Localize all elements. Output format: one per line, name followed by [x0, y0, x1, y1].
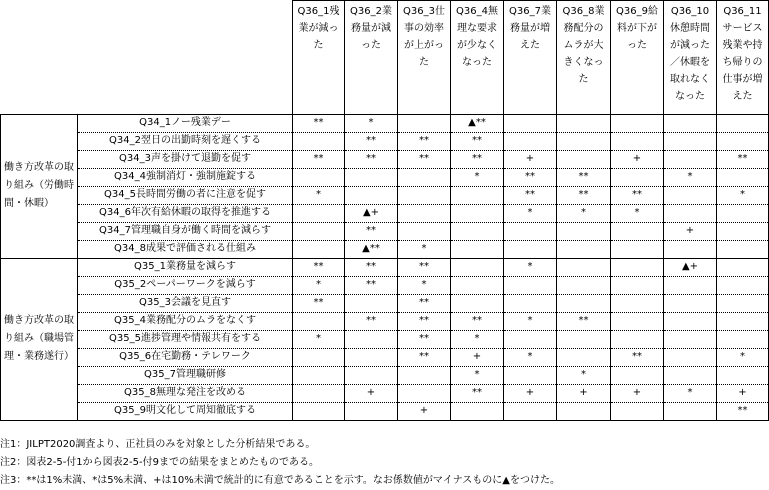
significance-cell: [717, 168, 769, 186]
significance-cell: ▲+: [345, 204, 398, 222]
significance-cell: **: [345, 150, 398, 168]
significance-cell: **: [717, 402, 769, 420]
column-header: Q36_1残業が減った: [293, 1, 345, 115]
table-row: [1, 132, 769, 150]
row-label: Q35_4業務配分のムラをなくす: [78, 312, 293, 330]
significance-cell: [504, 402, 557, 420]
significance-cell: *: [504, 258, 557, 276]
significance-cell: [451, 186, 504, 204]
column-header: Q36_11サービス残業や持ち帰りの仕事が増えた: [717, 1, 769, 115]
significance-cell: +: [611, 384, 664, 402]
significance-cell: **: [345, 258, 398, 276]
table-row: [1, 312, 769, 330]
significance-cell: [557, 240, 611, 258]
significance-cell: [717, 222, 769, 240]
significance-cell: **: [611, 186, 664, 204]
significance-cell: *: [664, 384, 717, 402]
significance-cell: [557, 150, 611, 168]
table-row: [1, 402, 769, 420]
significance-cell: +: [664, 222, 717, 240]
significance-cell: [557, 258, 611, 276]
column-header: Q36_10休憩時間が減った／休暇を取れなくなった: [664, 1, 717, 115]
table-row: [1, 276, 769, 294]
significance-cell: [345, 366, 398, 384]
table-row: [1, 366, 769, 384]
significance-cell: [398, 186, 451, 204]
significance-cell: **: [398, 312, 451, 330]
significance-cell: [398, 222, 451, 240]
header-row: [1, 1, 769, 115]
significance-cell: [451, 276, 504, 294]
significance-cell: [398, 204, 451, 222]
significance-cell: *: [504, 312, 557, 330]
significance-cell: [504, 294, 557, 312]
significance-cell: [611, 402, 664, 420]
significance-cell: [717, 294, 769, 312]
significance-cell: [293, 312, 345, 330]
significance-cell: [557, 402, 611, 420]
significance-cell: [664, 366, 717, 384]
significance-cell: [611, 312, 664, 330]
significance-cell: **: [504, 186, 557, 204]
significance-cell: [451, 240, 504, 258]
significance-cell: **: [398, 258, 451, 276]
significance-cell: [504, 276, 557, 294]
significance-cell: [717, 366, 769, 384]
significance-cell: [398, 366, 451, 384]
significance-cell: [717, 132, 769, 150]
significance-cell: [345, 402, 398, 420]
significance-cell: ▲+: [664, 258, 717, 276]
significance-cell: [345, 168, 398, 186]
significance-cell: [664, 330, 717, 348]
table-row: [1, 330, 769, 348]
significance-cell: *: [293, 330, 345, 348]
significance-cell: [557, 132, 611, 150]
significance-cell: *: [611, 204, 664, 222]
row-label: Q35_6在宅勤務・テレワーク: [78, 348, 293, 366]
significance-cell: [664, 294, 717, 312]
significance-cell: [345, 294, 398, 312]
column-header: Q36_9給料が下がった: [611, 1, 664, 115]
significance-cell: [293, 240, 345, 258]
significance-cell: [717, 204, 769, 222]
significance-cell: [557, 114, 611, 132]
significance-cell: [664, 312, 717, 330]
column-header: Q36_8業務配分のムラが大きくなった: [557, 1, 611, 115]
significance-cell: **: [611, 348, 664, 366]
significance-cell: [293, 132, 345, 150]
significance-cell: [504, 222, 557, 240]
significance-cell: [293, 366, 345, 384]
row-label: Q34_4強制消灯・強制施錠する: [78, 168, 293, 186]
significance-cell: [611, 222, 664, 240]
significance-cell: [611, 132, 664, 150]
significance-cell: [345, 330, 398, 348]
significance-cell: *: [717, 348, 769, 366]
significance-cell: [398, 168, 451, 186]
significance-cell: [611, 294, 664, 312]
significance-cell: ▲**: [345, 240, 398, 258]
row-label: Q34_8成果で評価される仕組み: [78, 240, 293, 258]
significance-cell: +: [504, 384, 557, 402]
significance-cell: **: [398, 330, 451, 348]
significance-cell: [717, 312, 769, 330]
significance-cell: +: [504, 150, 557, 168]
significance-cell: [664, 204, 717, 222]
significance-cell: [504, 330, 557, 348]
row-label: Q34_3声を掛けて退勤を促す: [78, 150, 293, 168]
row-label: Q35_5進捗管理や情報共有をする: [78, 330, 293, 348]
table-row: [1, 384, 769, 402]
significance-cell: **: [293, 258, 345, 276]
footnotes: [0, 436, 560, 490]
significance-cell: [611, 366, 664, 384]
row-label: Q35_1業務量を減らす: [78, 258, 293, 276]
significance-cell: **: [398, 348, 451, 366]
significance-cell: *: [557, 366, 611, 384]
significance-cell: [504, 366, 557, 384]
footnote: 注2：図表2-5-付1から図表2-5-付9までの結果をまとめたものである。: [0, 457, 319, 468]
table-row: [1, 240, 769, 258]
significance-cell: **: [398, 150, 451, 168]
significance-cell: **: [345, 132, 398, 150]
significance-cell: [345, 348, 398, 366]
significance-cell: [611, 240, 664, 258]
significance-cell: [664, 186, 717, 204]
significance-cell: [664, 348, 717, 366]
significance-cell: +: [557, 384, 611, 402]
table-row: [1, 186, 769, 204]
significance-cell: [664, 402, 717, 420]
row-label: Q34_5長時間労働の者に注意を促す: [78, 186, 293, 204]
significance-cell: *: [504, 348, 557, 366]
significance-cell: [451, 402, 504, 420]
significance-cell: *: [451, 330, 504, 348]
table-row: [1, 258, 769, 276]
column-header: Q36_7業務量が増えた: [504, 1, 557, 115]
significance-cell: [664, 276, 717, 294]
significance-cell: [611, 330, 664, 348]
significance-cell: *: [293, 186, 345, 204]
significance-cell: +: [398, 402, 451, 420]
significance-cell: [451, 294, 504, 312]
significance-cell: [557, 348, 611, 366]
significance-cell: [504, 132, 557, 150]
significance-cell: **: [717, 150, 769, 168]
significance-cell: [664, 114, 717, 132]
significance-cell: **: [398, 132, 451, 150]
significance-cell: **: [451, 312, 504, 330]
column-header: Q36_4無理な要求が少なくなった: [451, 1, 504, 115]
group-label: 働き方改革の取り組み（職場管理・業務遂行）: [1, 258, 78, 420]
row-label: Q34_1ノー残業デー: [78, 114, 293, 132]
table-row: [1, 294, 769, 312]
row-label: Q35_2ペーパーワークを減らす: [78, 276, 293, 294]
significance-cell: +: [451, 348, 504, 366]
significance-cell: **: [293, 114, 345, 132]
significance-cell: [611, 168, 664, 186]
column-header: Q36_3仕事の効率が上がった: [398, 1, 451, 115]
significance-cell: [611, 258, 664, 276]
table-row: [1, 348, 769, 366]
group-label: 働き方改革の取り組み（労働時間・休暇）: [1, 114, 78, 258]
row-label: Q35_7管理職研修: [78, 366, 293, 384]
significance-cell: [345, 186, 398, 204]
significance-cell: [664, 132, 717, 150]
table-row: [1, 222, 769, 240]
row-label: Q35_9明文化して周知徹底する: [78, 402, 293, 420]
significance-cell: **: [451, 150, 504, 168]
significance-cell: [664, 150, 717, 168]
significance-cell: +: [717, 384, 769, 402]
significance-cell: *: [664, 168, 717, 186]
significance-cell: [293, 402, 345, 420]
footnote: 注3：**は1%未満、*は5%未満、+は10%未満で統計的に有意であることを示す。なお係数値がマイナスものに▲をつけた。: [0, 475, 560, 486]
significance-cell: [504, 114, 557, 132]
significance-cell: *: [345, 114, 398, 132]
significance-cell: [398, 384, 451, 402]
significance-cell: [717, 114, 769, 132]
significance-cell: *: [451, 366, 504, 384]
significance-cell: **: [398, 294, 451, 312]
significance-cell: *: [398, 276, 451, 294]
significance-cell: [293, 348, 345, 366]
significance-cell: **: [345, 312, 398, 330]
significance-cell: [557, 330, 611, 348]
significance-cell: [398, 114, 451, 132]
significance-cell: ▲**: [451, 114, 504, 132]
table-row: [1, 168, 769, 186]
significance-cell: [557, 276, 611, 294]
significance-cell: **: [557, 186, 611, 204]
significance-cell: [717, 330, 769, 348]
row-label: Q35_3会議を見直す: [78, 294, 293, 312]
significance-cell: **: [557, 312, 611, 330]
significance-cell: **: [557, 168, 611, 186]
significance-cell: [293, 204, 345, 222]
significance-cell: *: [451, 168, 504, 186]
significance-cell: +: [345, 384, 398, 402]
table-row: [1, 114, 769, 132]
row-label: Q34_6年次有給休暇の取得を推進する: [78, 204, 293, 222]
table-row: [1, 150, 769, 168]
column-header: Q36_2業務量が減った: [345, 1, 398, 115]
significance-cell: [611, 276, 664, 294]
significance-cell: [611, 114, 664, 132]
table-row: [1, 204, 769, 222]
significance-cell: [293, 222, 345, 240]
significance-cell: **: [345, 276, 398, 294]
significance-cell: *: [398, 240, 451, 258]
significance-cell: [293, 384, 345, 402]
significance-cell: [717, 258, 769, 276]
significance-cell: [557, 294, 611, 312]
significance-cell: **: [451, 384, 504, 402]
significance-cell: [293, 168, 345, 186]
significance-cell: *: [504, 204, 557, 222]
row-label: Q35_8無理な発注を改める: [78, 384, 293, 402]
significance-cell: *: [293, 276, 345, 294]
significance-cell: [451, 222, 504, 240]
row-label: Q34_7管理職自身が働く時間を減らす: [78, 222, 293, 240]
significance-cell: +: [611, 150, 664, 168]
footnote: 注1：JILPT2020調査より、正社員のみを対象とした分析結果である。: [0, 439, 316, 450]
significance-cell: [717, 276, 769, 294]
significance-cell: **: [451, 132, 504, 150]
significance-cell: [451, 204, 504, 222]
significance-cell: [451, 258, 504, 276]
significance-cell: **: [293, 294, 345, 312]
significance-cell: *: [717, 186, 769, 204]
significance-cell: *: [557, 204, 611, 222]
significance-cell: [504, 240, 557, 258]
significance-cell: [664, 240, 717, 258]
significance-cell: **: [293, 150, 345, 168]
row-label: Q34_2翌日の出勤時刻を遅くする: [78, 132, 293, 150]
header-corner: [1, 1, 293, 115]
significance-cell: [557, 222, 611, 240]
significance-cell: **: [504, 168, 557, 186]
significance-cell: **: [345, 222, 398, 240]
significance-cell: [717, 240, 769, 258]
